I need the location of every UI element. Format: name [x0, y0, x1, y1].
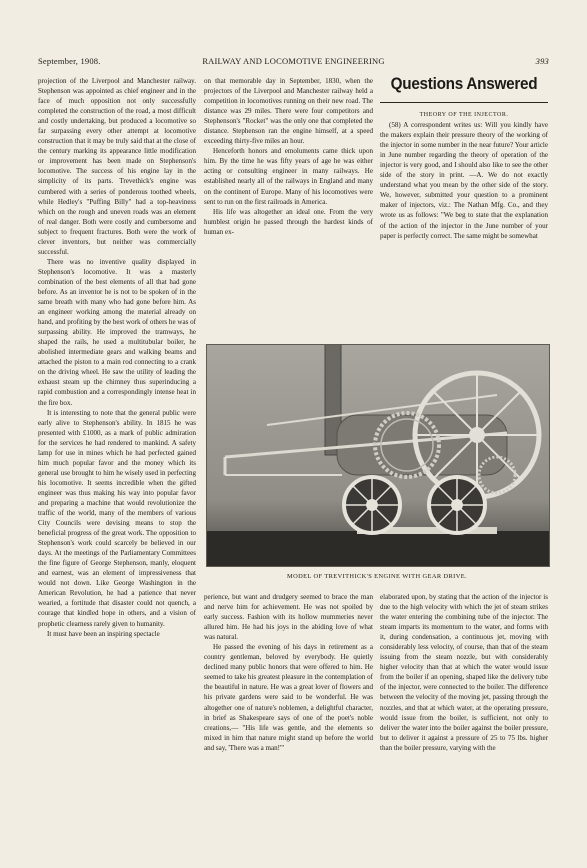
column-right-top — [380, 110, 548, 340]
paragraph: (58) A correspondent writes us: Will you kindly have the makers explain their pressure theory of the working of the injector in some number in the near future? Your article in June number regarding the theory of operation of the injector is very good, and I should also like to see the other side of the story in print. —A. We do not exactly understand what you mean by the other side of the story. We, however, submitted your question to a prominent maker of injectors, viz.: The Nathan Mfg. Co., and they wrote us as follows: "We beg to state that the explanation of the action of the injector in the June number of your paper is perfectly correct. The same might be somewhat — [380, 121, 548, 240]
heading-rule — [380, 102, 548, 103]
paragraph: His life was altogether an ideal one. From the very humblest origin he passed through the hardest kinds of human ex- — [204, 207, 373, 236]
header-journal-title: RAILWAY AND LOCOMOTIVE ENGINEERING — [202, 56, 385, 66]
paragraph: projection of the Liverpool and Manchester railway. Stephenson was appointed as chief engineer and in the face of much opposition not only successfully completed the construction of the road, a most difficult and costly undertaking, but produced a locomotive so far surpassing every other attempt at locomotive construction that it may be truly said that at the close of the century marking its appearance little modification or improvement has been made on Stephenson's locomotive. The success of his engine lay in the simplicity of its parts. Trevethick's engine was cumbered with a series of ponderous toothed wheels, while Hedley's "Puffing Billy" had a top-heaviness which on the rough and uneven roads was an element of real danger. Both were costly and cumbersome and subject to frequent fractures. Both were the work of clever inventors, but neither was commercially successful. — [38, 77, 196, 256]
questions-answered-heading: Questions Answered — [390, 74, 538, 93]
column-right-bottom — [380, 592, 548, 854]
paragraph: perience, but want and drudgery seemed to brace the man and nerve him for achievement. He was not spoiled by early success. Fashion with its hollow mummeries never allured him. He had his joys in the abiding love of what was natural. — [204, 593, 373, 642]
section-heading: THEORY OF THE INJECTOR. — [419, 112, 509, 118]
paragraph: Henceforth honors and emoluments came thick upon him. By the time he was fifty years of age he was either acting or consulting engineer in many railways. He established nearly all of the railways in England and many on the continent of Europe. Many of his locomotives were sent to run on the first railroads in America. — [204, 147, 373, 206]
header-date: September, 1908. — [38, 56, 101, 66]
paragraph: It must have been an inspiring spectacle — [47, 629, 160, 638]
engine-photograph — [206, 344, 550, 567]
paragraph: He passed the evening of his days in retirement as a country gentleman, beloved by everybody. He quietly declined many public honors that were offered to him. He seemed to take his greatest pleasure in the contemplation of the beautiful in nature. He was a great lover of flowers and his private gardens were said to be wonderful. He was altogether one of nature's noblemen, a delightful character, in brief as Shakespeare says of one of the poet's noble creations,— "His life was gentle, and the elements so mixed in him that nature might stand up before the world and say, 'There was a man!'" — [204, 643, 373, 752]
trevithick-engine-illustration — [207, 345, 549, 566]
column-middle-bottom — [204, 592, 373, 854]
paragraph: There was no inventive quality displayed in Stephenson's locomotive. It was a masterly combination of the best elements of all that had gone before. As an inventor he is not to be spoken of in the same breath with many who had gone before him. As an engineer working among the material already on hand, and profiting by the best work of others he was of surpassing ability. He improved the tramways, he shaped the rails, he used a multitubular boiler, he abolished intermediate gears and walking beams and attached the piston to a main rod connecting to a crank on the driving wheel. He saw the utility of leading the exhaust steam up the chimney thus superinducing a rapid combustion and a correspondingly intense heat in the fire box. — [38, 257, 196, 407]
paragraph: It is interesting to note that the general public were early alive to Stephenson's ability. In 1815 he was presented with £1000, as a mark of public admiration for the services he had rendered to mankind. A safety lamp for use in mines which he had perfected gained him much popular favor and the money which its general use brought to him he wisely used in perfecting his locomotive. It seems incredible when the gifted engineer was thus making his way into popular favor and preparing a machine that would revolutionize the traffic of the world, many of the members of various City Councils were devising means to stop the beneficial progress of the great work. The opposition to Stephenson's work could scarcely be believed in our days. At the meetings of the Parliamentary Committees the fine figure of George Stephenson, manly, eloquent and earnest, was an element of impressiveness that would not down. Like George Washington in the American Revolution, he had a patience that never wearied, a fortitude that disaster could not quench, a courage that kindled hope in others, and a vision of prophetic clearness rarely given to humanity. — [38, 408, 196, 628]
column-middle — [204, 76, 373, 341]
paragraph: elaborated upon, by stating that the action of the injector is due to the high velocity with which the jet of steam strikes the water entering the combining tube of the injector. The steam imparts its momentum to the water, and forms with it, during condensation, a continuous jet, moving with considerably less velocity, of course, than that of the steam issuing from the steam nozzle, but with considerably higher velocity than that at which the water would issue from the boiler if an opening, shaped like the delivery tube of the injector, were connected to the boiler. The difference between the velocity of the moving jet, passing through the nozzles, and that at which water, at the operating pressure, would issue from the boiler, is sufficient, not only to deliver the water into the boiler against the boiler pressure, but to deliver it against a pressure of 25 to 75 lbs. higher than the boiler pressure, varying with the — [380, 593, 548, 752]
header-page-number: 393 — [535, 56, 549, 66]
figure-caption: MODEL OF TREVITHICK'S ENGINE WITH GEAR DRIVE. — [286, 573, 468, 580]
paragraph: on that memorable day in September, 1830, when the projectors of the Liverpool and Manchester railway held a competition in locomotives running on their new road. The distance was 29 miles. There were four competitors and Stephenson's "Rocket" was the only one that completed the distance. Stephenson ran the engine himself, at a speed exceeding thirty-five miles an hour. — [204, 77, 373, 146]
column-left — [38, 76, 196, 868]
running-header — [38, 56, 549, 70]
